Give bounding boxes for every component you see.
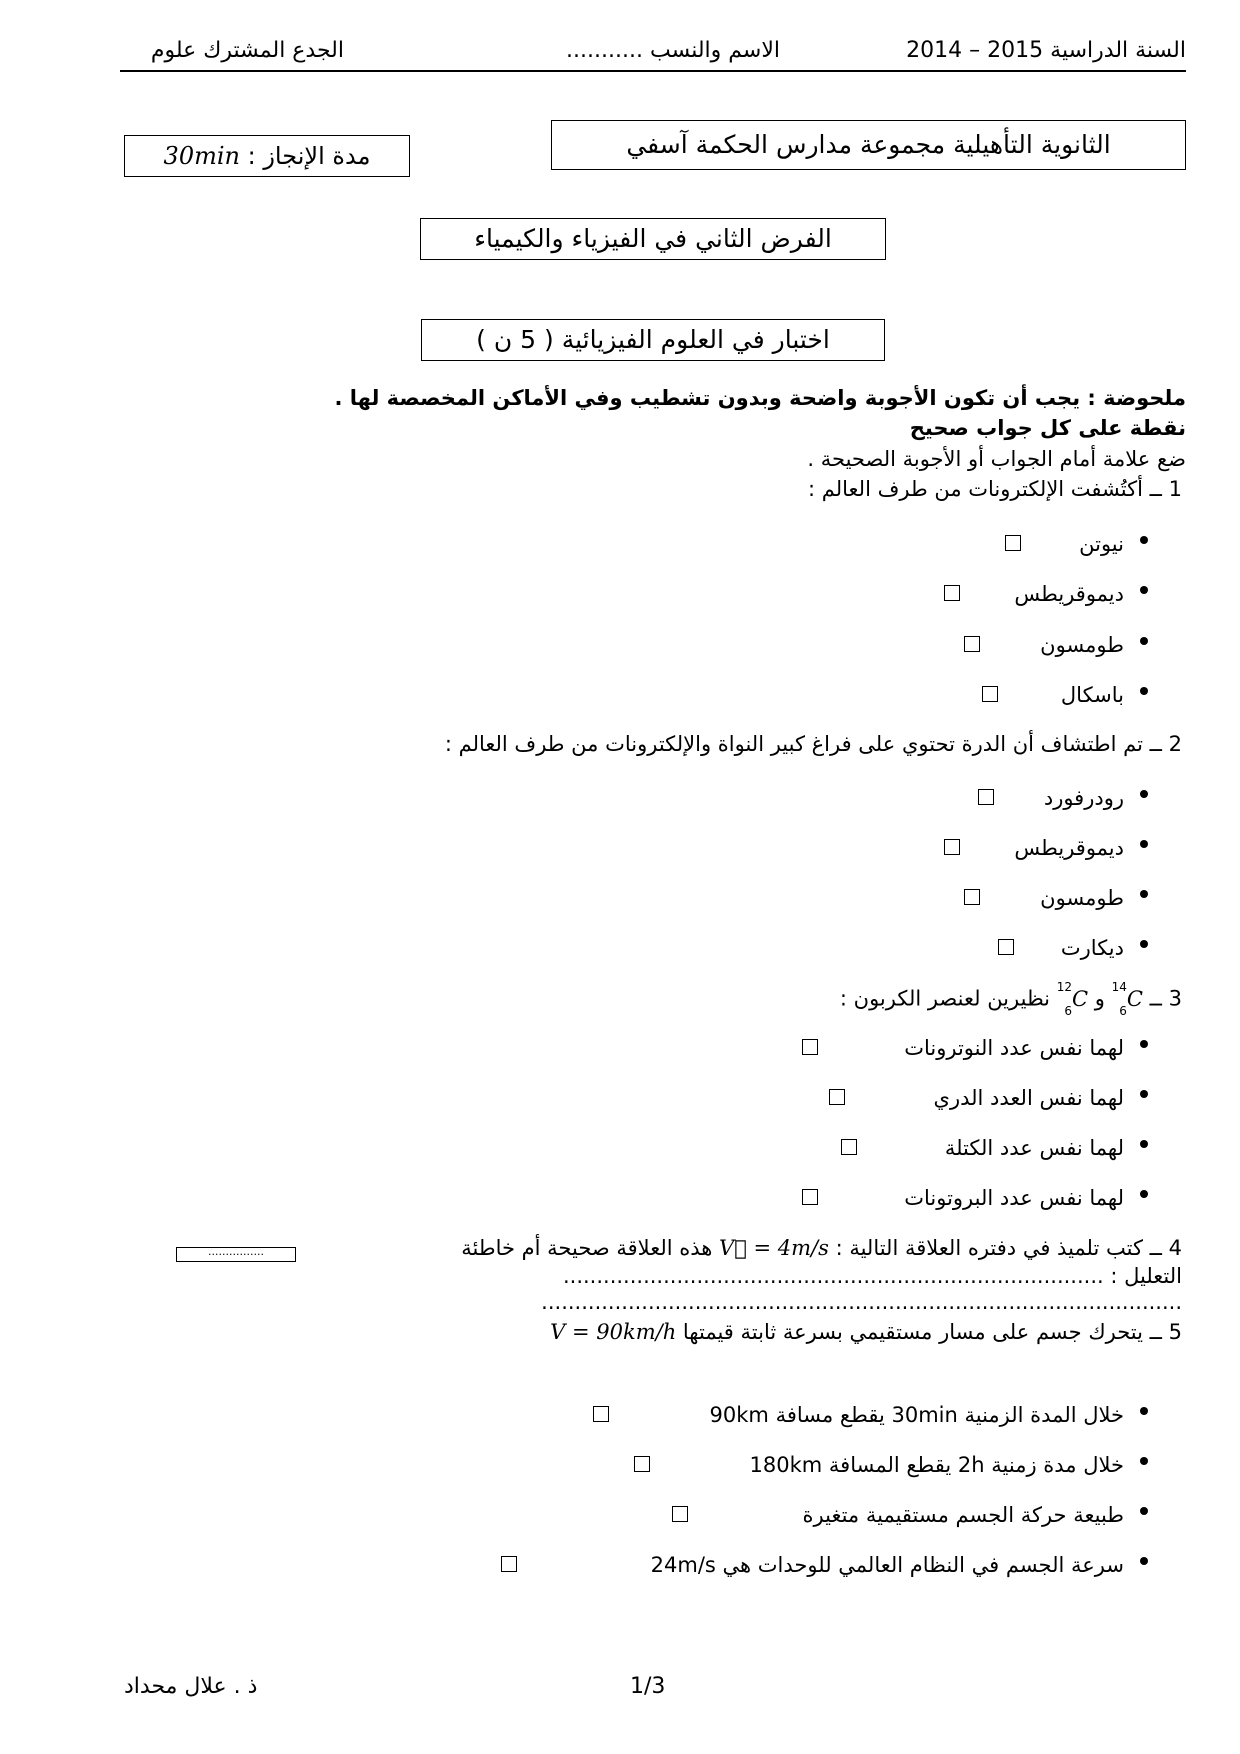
duration-box [124, 135, 410, 177]
q1-option-2-label: ديموقريطس [1014, 582, 1124, 606]
q3-option-3-label: لهما نفس عدد الكتلة [944, 1136, 1124, 1160]
q2-option-1 [1044, 786, 1124, 810]
q4-answer-dots: ................ [208, 1247, 264, 1258]
q5-formula: V = 90km/h [550, 1320, 677, 1344]
q5-option-4-checkbox[interactable] [501, 1556, 517, 1572]
teacher-name: ذ . علال محداد [124, 1674, 258, 1699]
q2-option-3 [1040, 886, 1124, 910]
q1-option-4-checkbox[interactable] [982, 686, 998, 702]
q4-answer-dots-line: ................................................................................................ [541, 1290, 1182, 1314]
q1-option-3 [1040, 633, 1124, 657]
q1-option-3-checkbox[interactable] [964, 636, 980, 652]
question-5 [550, 1320, 1182, 1344]
school-name-box [551, 120, 1186, 170]
q3-option-4 [904, 1186, 1124, 1210]
q2-option-1-checkbox[interactable] [978, 789, 994, 805]
isotope-carbon-12 [1056, 980, 1089, 1019]
section-title: اختبار في العلوم الفيزيائية ( 5 ن ) [476, 325, 830, 354]
section-title-box [421, 319, 885, 361]
q2-option-2 [1014, 836, 1124, 860]
q2-option-4 [1061, 936, 1124, 960]
q1-option-1 [1079, 532, 1124, 556]
q5-option-1-label: خلال المدة الزمنية 30min يقطع مسافة 90km [709, 1403, 1124, 1427]
q5-option-3-label: طبيعة حركة الجسم مستقيمية متغيرة [802, 1503, 1124, 1527]
school-name: الثانوية التأهيلية مجموعة مدارس الحكمة آسفي [626, 130, 1111, 159]
q1-option-3-label: طومسون [1040, 633, 1124, 657]
q2-option-2-label: ديموقريطس [1014, 836, 1124, 860]
q3-number: 3 ــ [1149, 986, 1182, 1011]
q5-option-2 [750, 1453, 1124, 1477]
q4-prefix: 4 ــ كتب تلميذ في دفتره العلاقة التالية : [835, 1236, 1182, 1260]
q5-option-1 [710, 1403, 1124, 1427]
c14-mass: 14 [1111, 980, 1127, 994]
q2-option-4-checkbox[interactable] [998, 939, 1014, 955]
header-rule [120, 70, 1186, 72]
q3-option-3-checkbox[interactable] [841, 1139, 857, 1155]
school-year: السنة الدراسية 2015 – 2014 [906, 38, 1186, 63]
q2-option-4-label: ديكارت [1060, 936, 1124, 960]
q2-option-3-checkbox[interactable] [964, 889, 980, 905]
c12-symbol: C [1071, 986, 1089, 1011]
duration-label: مدة الإنجاز : [247, 142, 371, 170]
q3-option-2 [934, 1086, 1124, 1110]
q2-option-2-checkbox[interactable] [944, 839, 960, 855]
question-3 [840, 982, 1182, 1017]
q3-option-4-checkbox[interactable] [802, 1189, 818, 1205]
q5-option-4 [651, 1553, 1124, 1577]
q1-option-1-checkbox[interactable] [1005, 535, 1021, 551]
c12-z: 6 [1064, 1004, 1072, 1019]
q1-option-1-label: نيوتن [1079, 532, 1124, 556]
q3-option-2-checkbox[interactable] [829, 1089, 845, 1105]
c14-symbol: C [1126, 986, 1143, 1011]
q1-option-4-label: باسكال [1060, 683, 1124, 707]
q5-option-3-checkbox[interactable] [672, 1506, 688, 1522]
question-2: 2 ــ تم اطتشاف أن الدرة تحتوي على فراغ كبير النواة والإلكترونات من طرف العالم : [444, 732, 1182, 756]
page-number: 1/3 [630, 1674, 666, 1699]
q3-option-4-label: لهما نفس عدد البروتونات [904, 1186, 1124, 1210]
q2-option-3-label: طومسون [1040, 886, 1124, 910]
q1-option-2 [1014, 582, 1124, 606]
q2-option-1-label: رودرفورد [1043, 786, 1124, 810]
q1-option-4 [1061, 683, 1124, 707]
q3-option-1 [904, 1036, 1124, 1060]
exam-title-box [420, 218, 886, 260]
q3-conj: و [1094, 986, 1105, 1011]
student-name-field: الاسم والنسب ........... [566, 38, 780, 63]
q3-option-1-label: لهما نفس عدد النوترونات [904, 1036, 1124, 1060]
q4-answer-box[interactable] [176, 1247, 296, 1262]
q5-text: 5 ــ يتحرك جسم على مسار مستقيمي بسرعة ثابتة قيمتها [682, 1320, 1182, 1344]
c12-mass: 12 [1056, 980, 1072, 994]
c14-z: 6 [1119, 1004, 1127, 1019]
q5-option-2-checkbox[interactable] [634, 1456, 650, 1472]
question-1: 1 ــ أكتُشفت الإلكترونات من طرف العالم : [808, 477, 1182, 501]
q5-option-3 [803, 1503, 1124, 1527]
note-line-1: ملحوضة : يجب أن تكون الأجوبة واضحة وبدون تشطيب وفي الأماكن المخصصة لها . [334, 386, 1186, 410]
q3-option-1-checkbox[interactable] [802, 1039, 818, 1055]
instruction: ضع علامة أمام الجواب أو الأجوبة الصحيحة . [807, 447, 1186, 471]
q4-justification: التعليل : ................................................................................. [562, 1264, 1182, 1288]
q5-option-1-checkbox[interactable] [593, 1406, 609, 1422]
exam-title: الفرض الثاني في الفيزياء والكيمياء [474, 224, 832, 253]
q4-formula: V⃗ = 4m/s [719, 1236, 829, 1260]
q5-option-2-label: خلال مدة زمنية 2h يقطع المسافة 180km [749, 1453, 1124, 1477]
q3-option-3 [945, 1136, 1124, 1160]
isotope-carbon-14 [1111, 980, 1143, 1019]
q3-text: نظيرين لعنصر الكربون : [839, 986, 1051, 1011]
class-level: الجدع المشترك علوم [150, 38, 344, 63]
q1-option-2-checkbox[interactable] [944, 585, 960, 601]
note-line-2: نقطة على كل جواب صحيح [909, 416, 1186, 440]
q3-option-2-label: لهما نفس العدد الدري [933, 1086, 1124, 1110]
question-4 [461, 1236, 1182, 1260]
duration-value: 30min [163, 142, 240, 170]
q5-option-4-label: سرعة الجسم في النظام العالمي للوحدات هي 24m/s [650, 1553, 1124, 1577]
q4-suffix: هذه العلاقة صحيحة أم خاطئة [461, 1236, 713, 1260]
